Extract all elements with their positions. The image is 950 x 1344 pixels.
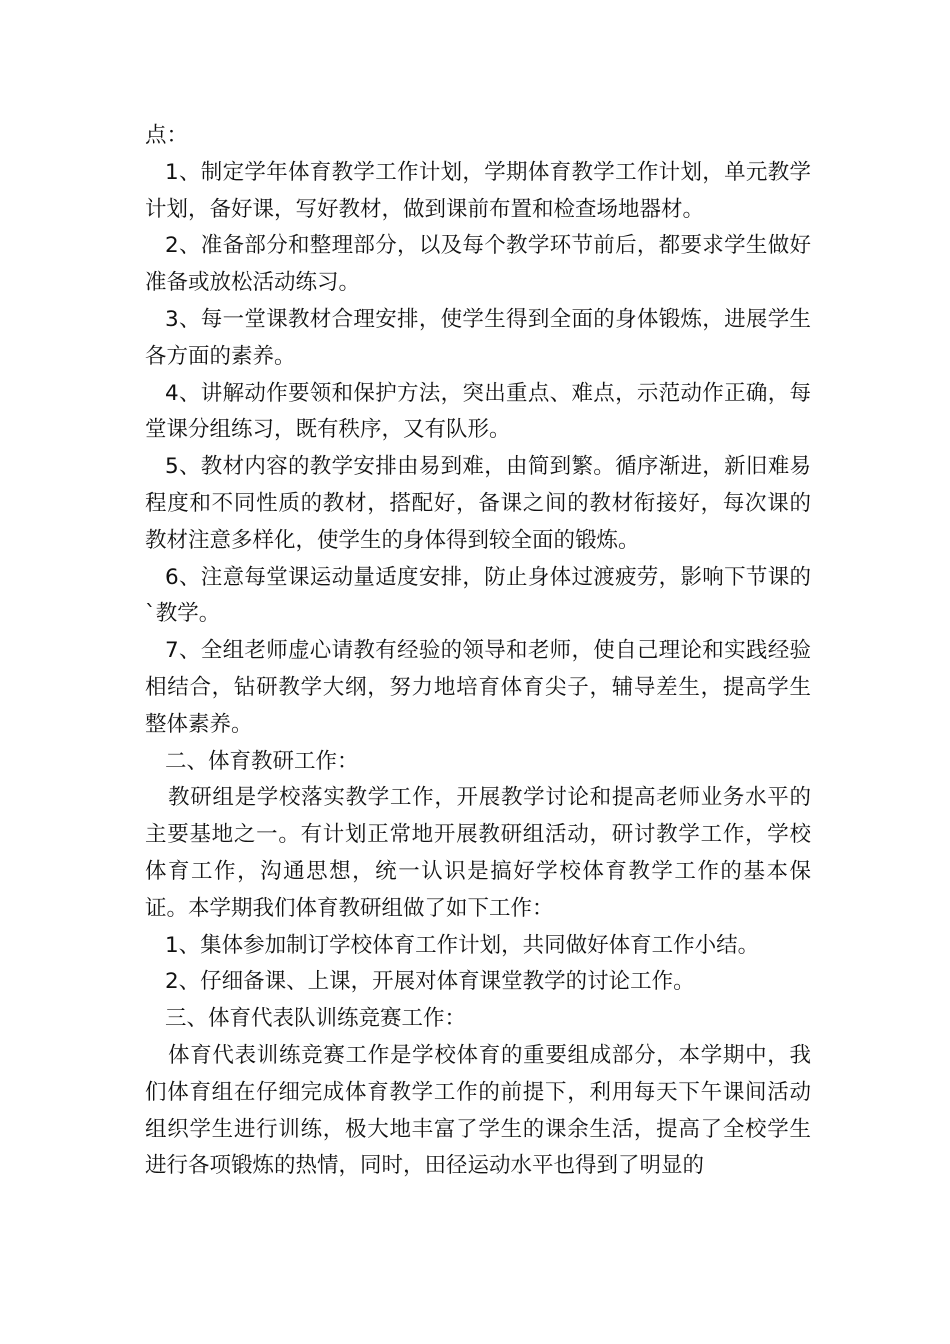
- body-paragraph: 体育代表训练竞赛工作是学校体育的重要组成部分，本学期中，我们体育组在仔细完成体育教学工作的前提下，利用每天下午课间活动组织学生进行训练，极大地丰富了学生的课余生活，提高了全校学生进行各项锻炼的热情，同时，田径运动水平也得到了明显的: [145, 1042, 811, 1179]
- document-body: [145, 118, 811, 1185]
- paragraph-continuation: 点：: [145, 123, 189, 148]
- list-item-4: 4、讲解动作要领和保护方法，突出重点、难点，示范动作正确，每堂课分组练习，既有秩序，又有队形。: [145, 380, 811, 443]
- list-item-5: 5、教材内容的教学安排由易到难，由简到繁。循序渐进，新旧难易程度和不同性质的教材，搭配好，备课之间的教材衔接好，每次课的教材注意多样化，使学生的身体得到较全面的锻炼。: [145, 454, 811, 553]
- list-item-6: 6、注意每堂课运动量适度安排，防止身体过渡疲劳，影响下节课的`教学。: [145, 564, 811, 627]
- list-item-2: 2、仔细备课、上课，开展对体育课堂教学的讨论工作。: [165, 969, 695, 995]
- list-item-2: 2、准备部分和整理部分，以及每个教学环节前后，都要求学生做好准备或放松活动练习。: [145, 233, 811, 296]
- list-item-7: 7、全组老师虚心请教有经验的领导和老师，使自己理论和实践经验相结合，钻研教学大纲，努力地培育体育尖子，辅导差生，提高学生整体素养。: [145, 638, 811, 737]
- list-item-1: 1、制定学年体育教学工作计划，学期体育教学工作计划，单元教学计划，备好课，写好教材，做到课前布置和检查场地器材。: [145, 159, 811, 222]
- list-item-1: 1、集体参加制订学校体育工作计划，共同做好体育工作小结。: [165, 932, 760, 958]
- section-heading-2: 二、体育教研工作：: [165, 748, 359, 774]
- section-heading-3: 三、体育代表队训练竞赛工作：: [165, 1006, 467, 1032]
- body-paragraph: 教研组是学校落实教学工作，开展教学讨论和提高老师业务水平的主要基地之一。有计划正常地开展教研组活动，研讨教学工作，学校体育工作，沟通思想，统一认识是搞好学校体育教学工作的基本保证。本学期我们体育教研组做了如下工作：: [145, 785, 811, 921]
- list-item-3: 3、每一堂课教材合理安排，使学生得到全面的身体锻炼，进展学生各方面的素养。: [145, 306, 811, 369]
